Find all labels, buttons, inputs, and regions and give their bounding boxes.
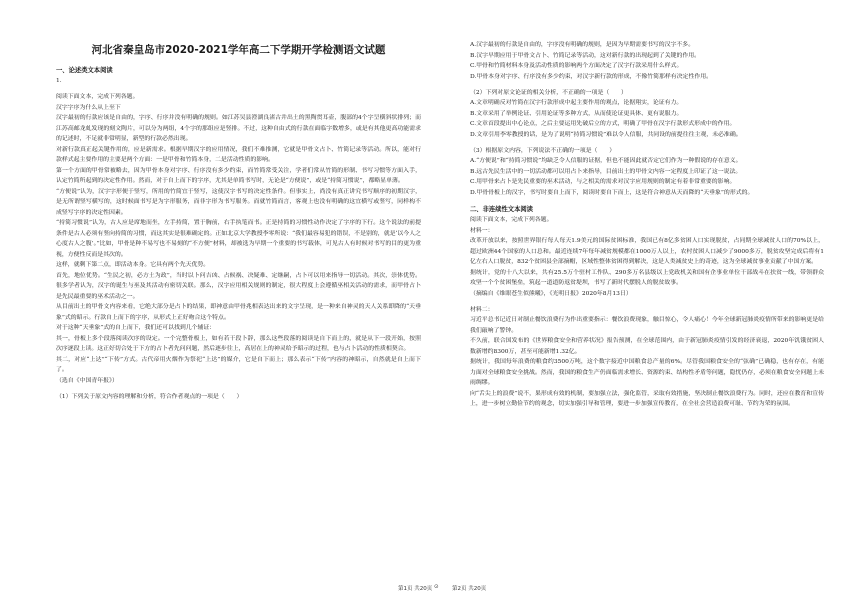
- section-heading-1: 一、论述类文本阅读: [56, 67, 113, 74]
- paragraph: D.文章引用李零教授的话，是为了说明“持简习惯说”难以令人信服，共同设的前提往往主观，未必准确。: [470, 131, 742, 138]
- left-body: [56, 65, 421, 402]
- right-paragraphs: [470, 40, 824, 410]
- paragraph: 这样，就剩下第二点，即活动本身。它具有两个先天优势。: [56, 262, 210, 268]
- paragraph: B.文章采用了举例论证、引用论证等多种方式，从而使论证更具体、更有说服力。: [470, 110, 683, 117]
- paragraph: 向“舌尖上的浪费”说不，果形成有效的机制，要加强立法，强化监管，采取有效措施，坚决制止餐饮浪费行为。同时，还应在教育和宣传上，进一步树立勤俭节约的观念，切实加强引导和管理，要进一步加强宣传教育，在全社会营造浪费可耻、节约为荣的氛围。: [470, 390, 824, 407]
- paragraph: 据统计，党的十八大以来，共有25.5万个驻村工作队、290多万名县级以上党政机关和国有企事业单位干部战斗在扶贫一线，带领群众攻坚一个个贫困堡垒，筑起一道道防返贫堤坝，书写了新时代摆脱人的脱贫故事。: [470, 269, 824, 286]
- paragraph: A.“方便说”和“持简习惯说”均缺乏令人信服的证据，但也不能因此就否定它们作为一种假说的存在意义。: [470, 158, 742, 164]
- paragraph: 材料一：: [470, 227, 494, 234]
- paragraph: （1）下列关于原文内容的理解和分析，符合作者观点的一项是（ ）: [56, 393, 243, 400]
- paragraph: 改革开放以来，按照世界银行每人每天1.9美元的国际贫困标准，我国已有8亿多贫困人口实现脱贫，占同期全球减贫人口的70%以上，超过欧洲44个国家的人口总和。最近连续7年每年减贫规模都在1000万人以上，农村贫困人口减少了9000多万，脱贫攻坚完成后将有1亿左右人口脱贫，832个贫困县全部摘帽，区域性整体贫困得到解决，这是人类减贫史上的奇迹，这为全球减贫事业贡献了中国方案。: [470, 238, 824, 265]
- paragraph: 其二，对应“上达”“下传”方式。古代帝用火烟作为祭祀“上达”的媒介，它是自下而上；那么表示“下传”内容的神昭示，自然就是自上而下了。: [56, 356, 421, 373]
- paragraph: D.甲骨本身对字序、行序没有多少约束，对汉字新行款的形成，不像竹简那样有决定性作用。: [470, 73, 713, 80]
- paragraph: D.甲骨骨板上的汉字，书写时要自上而下，阅读时要自下而上，这是符合神意从天而降的“天垂象”的形式的。: [470, 189, 754, 196]
- paragraph: A.文章明确反对竹简在汉字行款形成中起主要作用的观点，论据翔实，论证有力。: [470, 100, 683, 106]
- paragraph: 1.: [56, 78, 62, 84]
- paragraph: C.文章首段提出中心论点，之后主要运用先破后立的方式，明确了甲骨在汉字行款形式形成中的作用。: [470, 121, 736, 127]
- page-title: 河北省秦皇岛市2020-2021学年高二下学期开学检测语文试题: [91, 44, 386, 56]
- paragraph: 不久前，联合国发布的《世界粮食安全和营养状况》报告预测，在全球范围内，由于新冠肺炎疫情引发的经济衰退，2020年饥饿贫困人数新增约8300万，甚至可能新增1.32亿。: [470, 338, 824, 355]
- footer-center-mark: ⊙: [434, 584, 439, 590]
- footer-left-page: 第1页 共20页: [398, 586, 433, 592]
- section-heading: 二、非连续性文本阅读: [470, 206, 533, 213]
- paragraph: 从目前出土的甲骨文内容来看，它绝大部分是占卜的结果，即神意由甲骨兆相表达出来的文字呈现，是一种来自神灵的天人关系即降的“天垂象”式的昭示。行款自上而下的字序，从形式上正好吻合这个特点。: [56, 304, 421, 321]
- paragraph: 首先，地位优势。“生民之初，必方土为政”，当时以卜问吉凶、占候祸、决疑难、定继嗣，占卜可以用来指导一切活动。其次，崇体优势。很多学者认为，汉字的诞生与巫及其活动有密切关联。那么，汉字应用相关规则的制定，很大程度上会遵循巫相关活动的需求，而甲骨占卜是先民最重要的巫术活动之一。: [56, 272, 421, 300]
- paragraph: （摘编自《维眼苍生似熊曦》，《光明日报》2020年8月13日）: [470, 290, 632, 297]
- paragraph: “持简习惯说”认为，古人应是席地而坐，左手持简，置于胸前，右手执笔而书。正是持简的习惯性动作决定了字序的下行。这个说法的前提条件是古人必须有竖向持简的习惯，而这其实是很难确定的。正如北京大学教授李零所说：“我们最容易犯的错误，不是别的，就是‘以今人之心度古人之腹’。”比如，甲骨是种不易写也不易刻的“不方便”材料，却被选为早期一个重要的书写载体，可见古人有时候对书写的目的更为重视，方便性反而是其次的。: [56, 220, 421, 258]
- paragraph: 阅读下面文本，完成下列各题。: [470, 217, 553, 223]
- left-paragraphs: [56, 76, 421, 402]
- paragraph: 第一个方面的甲骨常被略去，因为甲骨本身对字序、行序没有多少约束，而竹简常受关注，学者们常从竹简的形制、书写习惯等方面入手，认定竹简所起到的决定性作用。然而，对于自上而下的字序，尤其是单简书写时，无论是“方便说”，或是“持简习惯说”，都略显单薄。: [56, 167, 421, 184]
- left-column: [56, 0, 421, 608]
- paragraph: （2）下列对原文论证的相关分析，不正确的一项是（ ）: [470, 89, 627, 96]
- footer-right-page: 第2页 共20页: [452, 586, 487, 592]
- paragraph: “方便说”认为，汉字字形便于竖写，所用的竹简宜于竖写，这使汉字书写的决定性条件。但事实上，尚没有真正讲究书写顺序的初期汉字，是无所谓竖写横写的，这时候面书写是为字形服务，而非字形为书写服务。而就竹简而言，客观上也没有明确的这宜横写或竖写，同样构不成竖写字序的决定性因素。: [56, 188, 421, 216]
- paragraph: 汉字字序为什么从上至下: [56, 104, 121, 111]
- paragraph: 习近平总书记近日对制止餐饮浪费行为作出重要指示：餐饮浪费现象，触目惊心，令人痛心！今年全球新冠肺炎疫情所带来的影响更是给我们敲响了警钟。: [470, 317, 824, 334]
- paragraph: B.汉字早期应用于甲骨文占卜、竹简记录等活动，这对新行款的出现起到了关键的作用。: [470, 52, 701, 59]
- paragraph: 阅读下面文本，完成下列各题。: [56, 94, 139, 100]
- paragraph: 对于这种“天垂象”式的自上而下，我们还可以找到几个辅证：: [56, 325, 216, 331]
- paragraph: 据统计，我国每年浪费的粮食约3500万吨，这个数字接近中国粮食总产量的6%。尽管我国粮食安全的“弦确”已确稳，也有存在，有能力面对全球粮食安全挑战。然而，我国的粮食生产仍面临需求增长、资源约束、结构性矛盾等问题，隐忧仍存，必须在粮食安全问题上未雨绸缪。: [470, 359, 824, 386]
- paragraph: 对新行款真正起关键作用的，应是新需求。根据早期汉字的应用情况，我们不难推测，它就是甲骨文占卜、竹简记录等活动。所以，能对行款样式起主要作用的主要是两个方面：一是甲骨和竹简本身，二是活动性质的影响。: [56, 146, 421, 163]
- paragraph: C.甲骨和竹简材料本身及活动性质的影响两个方面决定了汉字行款采用什么样式。: [470, 63, 683, 69]
- paragraph: C.用甲骨来占卜是先民重要的巫术活动，与之相关的需求对汉字应用规则的制定有着非常重要的影响。: [470, 179, 736, 185]
- paragraph: A.汉字最初的行款是自由的，字序没有明确的规则，是因为早期需要书写的汉字不多。: [470, 42, 695, 48]
- paragraph: （选自《中国青年报》）: [56, 377, 118, 384]
- paragraph: 材料二：: [470, 306, 494, 313]
- paragraph: 其一，骨板上多个段落阅读次序的设定。一个完整骨板上，如有若干段卜辞，那么这些段落的阅读是自下而上的，就是从下一段开始，按照次序逐段上读。这正好切合处于下方的占卜者先问问题，然后逐步往上，高居在上的神灵给予昭示的过程，也与占卜活动的性质相契合。: [56, 335, 421, 352]
- paragraph: 汉字最初的行款应该是自由的，字序、行序并没有明确的规则。如江苏吴县澄湖良渚古井出土的黑陶贯耳壶，腹部的4个字呈横斜状排列；而江苏高邮龙虬发现的刻文陶片，可以分为两组，4个字的那组应是竖排。不过，这种自由式的行款在面临字数增多，或是有其他更高功能需求的记述时，不足就非常明显，新型的行款必然出现。: [56, 115, 421, 142]
- paragraph: （3）根据原文内容，下列说法不正确的一项是（ ）: [470, 147, 616, 154]
- right-column: [470, 0, 824, 608]
- paragraph: B.远古先民生活中的一切活动都可以用占卜来指导，目前出土的甲骨文内容一定程度上印证了这一说法。: [470, 168, 742, 175]
